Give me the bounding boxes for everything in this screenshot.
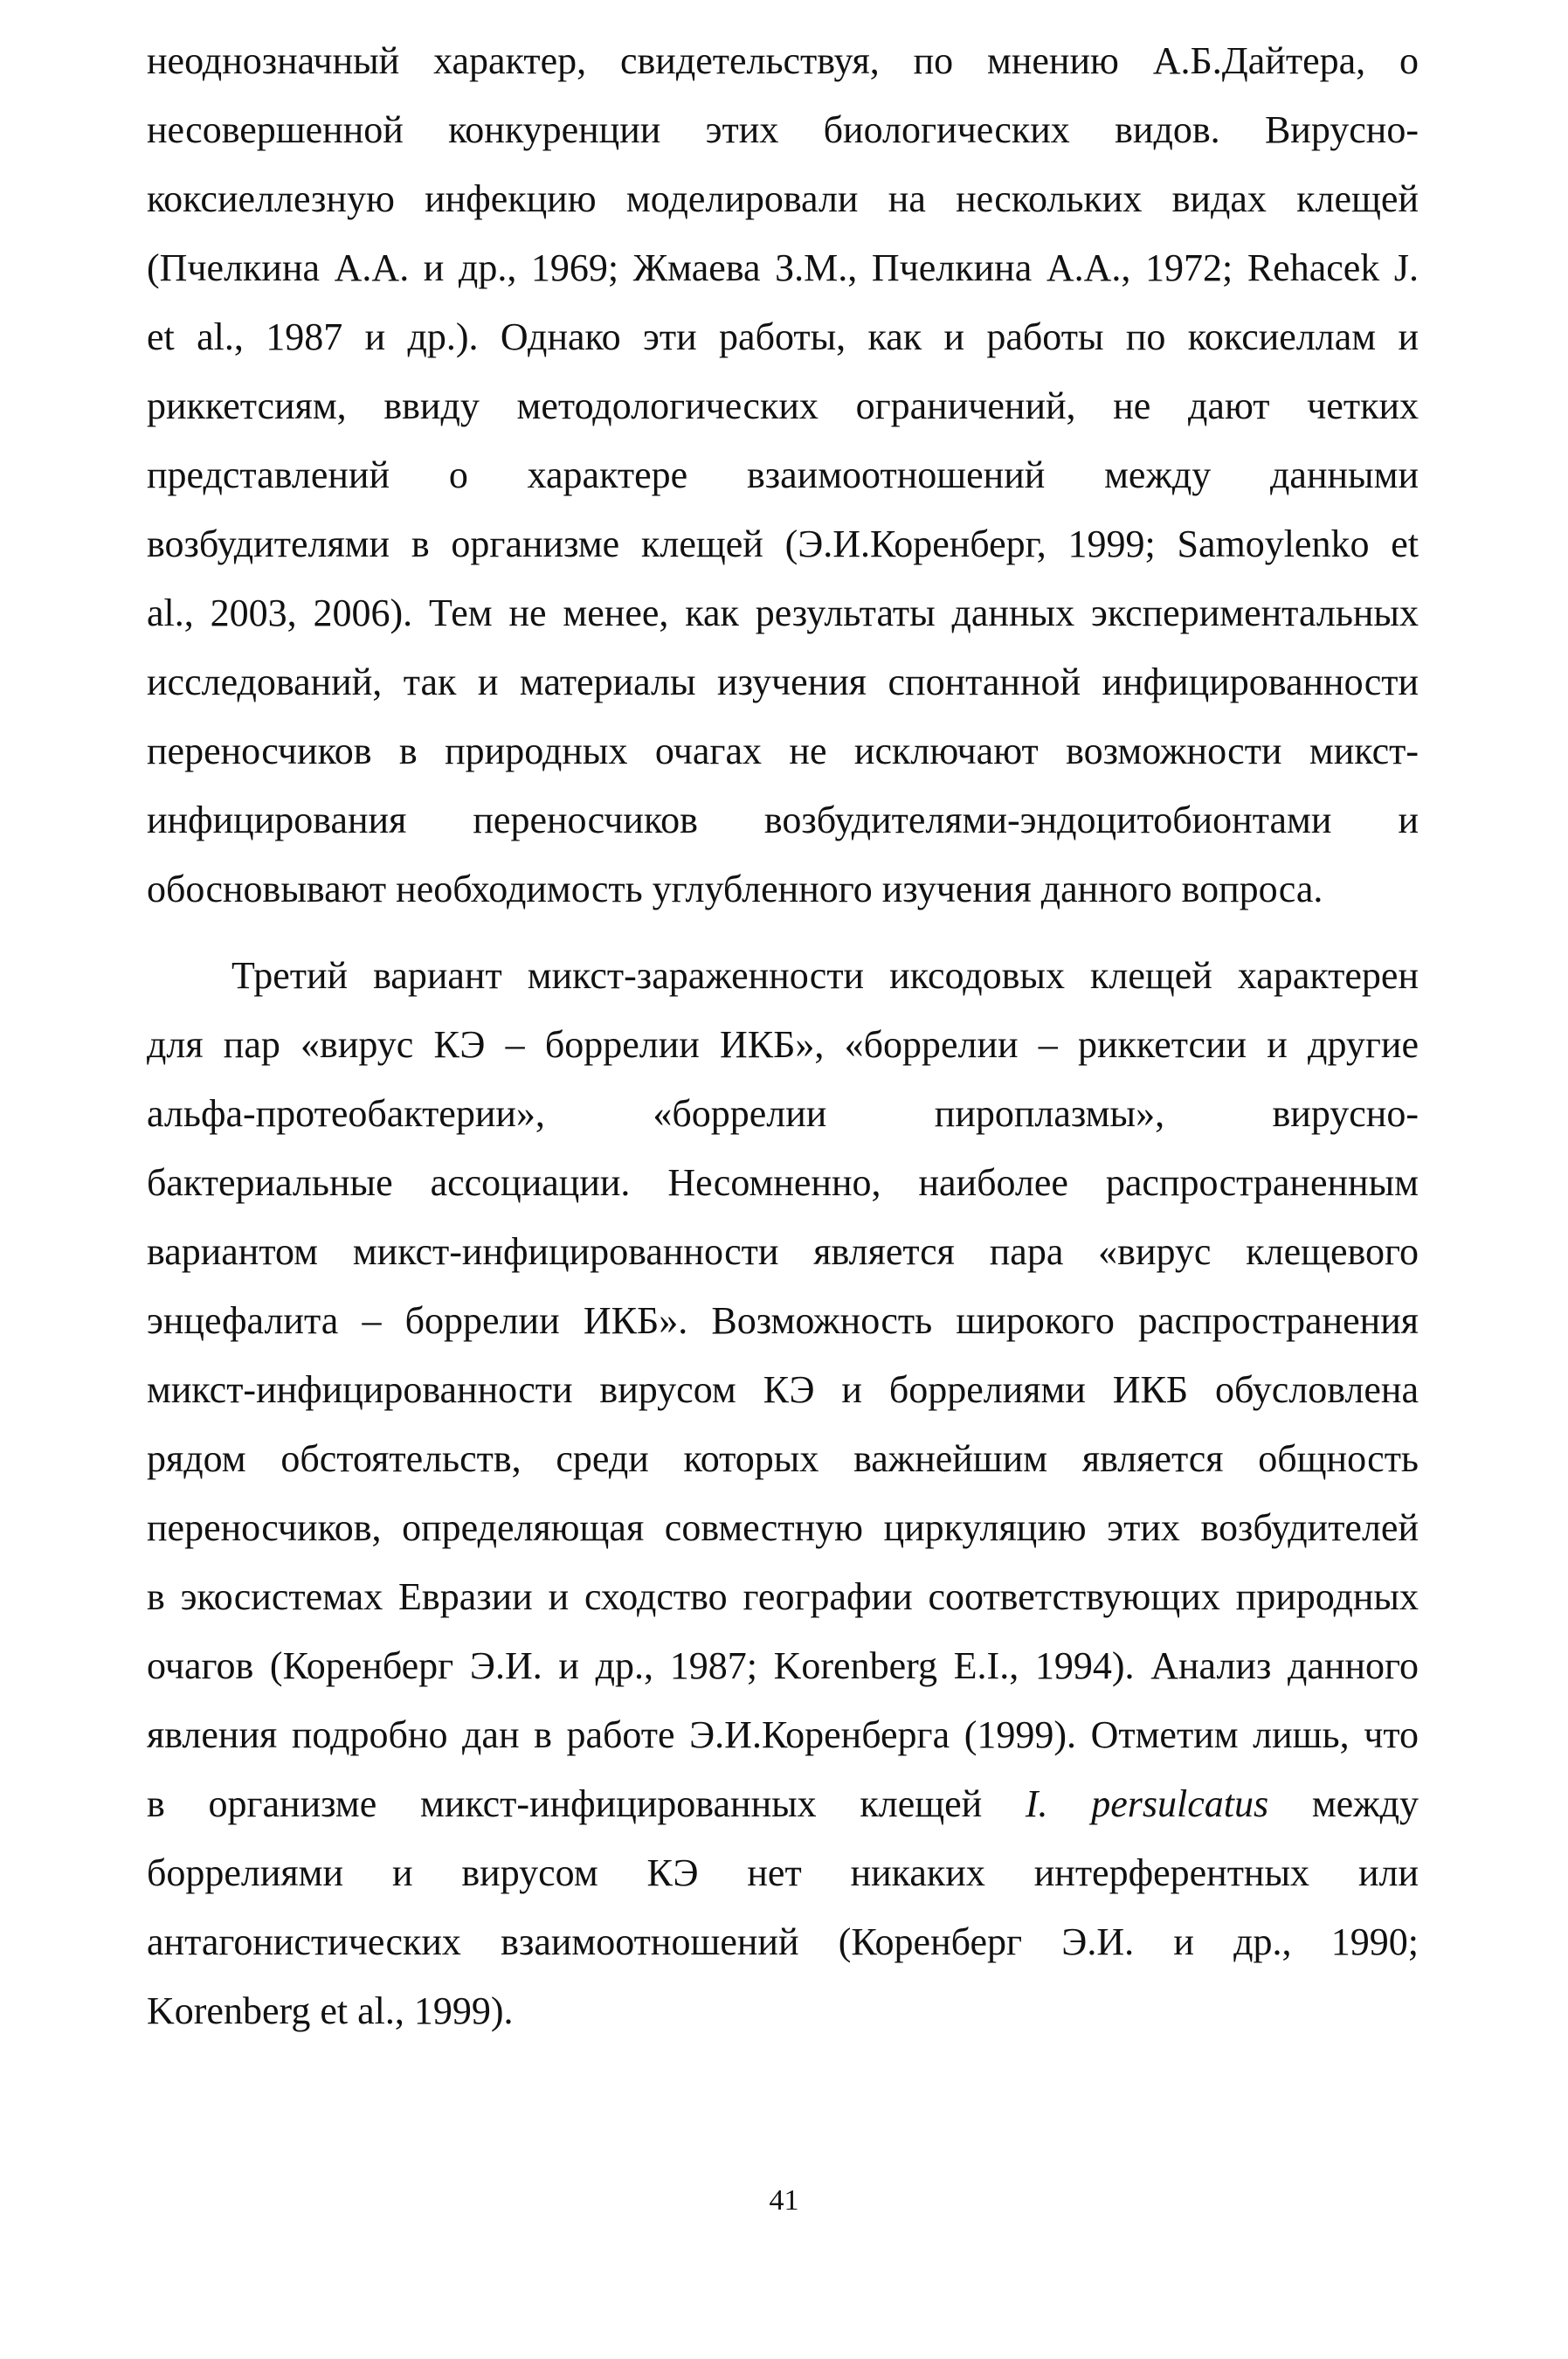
text-line: вариантом микст-инфицированности является пара «вирус клещевого bbox=[147, 1230, 1419, 1273]
text-line: переносчиков в природных очагах не исключают возможности микст- bbox=[147, 730, 1419, 772]
text-line bbox=[147, 1769, 1419, 1838]
text-line: несовершенной конкуренции этих биологических видов. Вирусно- bbox=[147, 108, 1419, 151]
text-line: Korenberg et al., 1999). bbox=[147, 1989, 514, 2032]
text-line: неоднозначный характер, свидетельствуя, по мнению А.Б.Дайтера, о bbox=[147, 39, 1419, 82]
text-line: явления подробно дан в работе Э.И.Коренберга (1999). Отметим лишь, что bbox=[147, 1713, 1419, 1756]
text-line: рядом обстоятельств, среди которых важнейшим является общность bbox=[147, 1437, 1419, 1480]
text-line: энцефалита – боррелии ИКБ». Возможность широкого распространения bbox=[147, 1299, 1419, 1342]
page-number: 41 bbox=[769, 2184, 799, 2217]
text-line: возбудителями в организме клещей (Э.И.Коренберг, 1999; Samoylenko et bbox=[147, 522, 1419, 565]
text-line: et al., 1987 и др.). Однако эти работы, как и работы по коксиеллам и bbox=[147, 315, 1419, 358]
text-line: альфа-протеобактерии», «боррелии пироплазмы», вирусно- bbox=[147, 1092, 1419, 1135]
text-line: al., 2003, 2006). Тем не менее, как результаты данных экспериментальных bbox=[147, 591, 1419, 634]
paragraph-1 bbox=[147, 26, 1419, 924]
text-segment: между bbox=[1268, 1782, 1419, 1825]
text-line: инфицирования переносчиков возбудителями-эндоцитобионтами и bbox=[147, 799, 1419, 841]
body-text bbox=[147, 26, 1419, 2045]
text-line: для пар «вирус КЭ – боррелии ИКБ», «боррелии – риккетсии и другие bbox=[147, 1023, 1419, 1066]
text-line: представлений о характере взаимоотношений между данными bbox=[147, 453, 1419, 496]
species-name: I. persulcatus bbox=[1025, 1782, 1269, 1825]
text-line: в экосистемах Евразии и сходство географии соответствующих природных bbox=[147, 1575, 1419, 1618]
text-line: антагонистических взаимоотношений (Коренберг Э.И. и др., 1990; bbox=[147, 1920, 1419, 1963]
text-line: микст-инфицированности вирусом КЭ и боррелиями ИКБ обусловлена bbox=[147, 1368, 1419, 1411]
text-line: риккетсиям, ввиду методологических ограничений, не дают четких bbox=[147, 384, 1419, 427]
text-line: бактериальные ассоциации. Несомненно, наиболее распространенным bbox=[147, 1161, 1419, 1204]
text-line: (Пчелкина А.А. и др., 1969; Жмаева З.М., Пчелкина А.А., 1972; Rehacek J. bbox=[147, 246, 1419, 289]
text-line: исследований, так и материалы изучения спонтанной инфицированности bbox=[147, 661, 1419, 703]
text-line: боррелиями и вирусом КЭ нет никаких интерферентных или bbox=[147, 1851, 1419, 1894]
text-line: коксиеллезную инфекцию моделировали на нескольких видах клещей bbox=[147, 177, 1419, 220]
text-segment: в организме микст-инфицированных клещей bbox=[147, 1782, 1026, 1825]
paragraph-2 bbox=[147, 941, 1419, 2045]
text-line: обосновывают необходимость углубленного изучения данного вопроса. bbox=[147, 868, 1323, 910]
text-line: Третий вариант микст-зараженности иксодовых клещей характерен bbox=[231, 954, 1419, 997]
text-line: очагов (Коренберг Э.И. и др., 1987; Korenberg E.I., 1994). Анализ данного bbox=[147, 1644, 1419, 1687]
text-line: переносчиков, определяющая совместную циркуляцию этих возбудителей bbox=[147, 1506, 1419, 1549]
